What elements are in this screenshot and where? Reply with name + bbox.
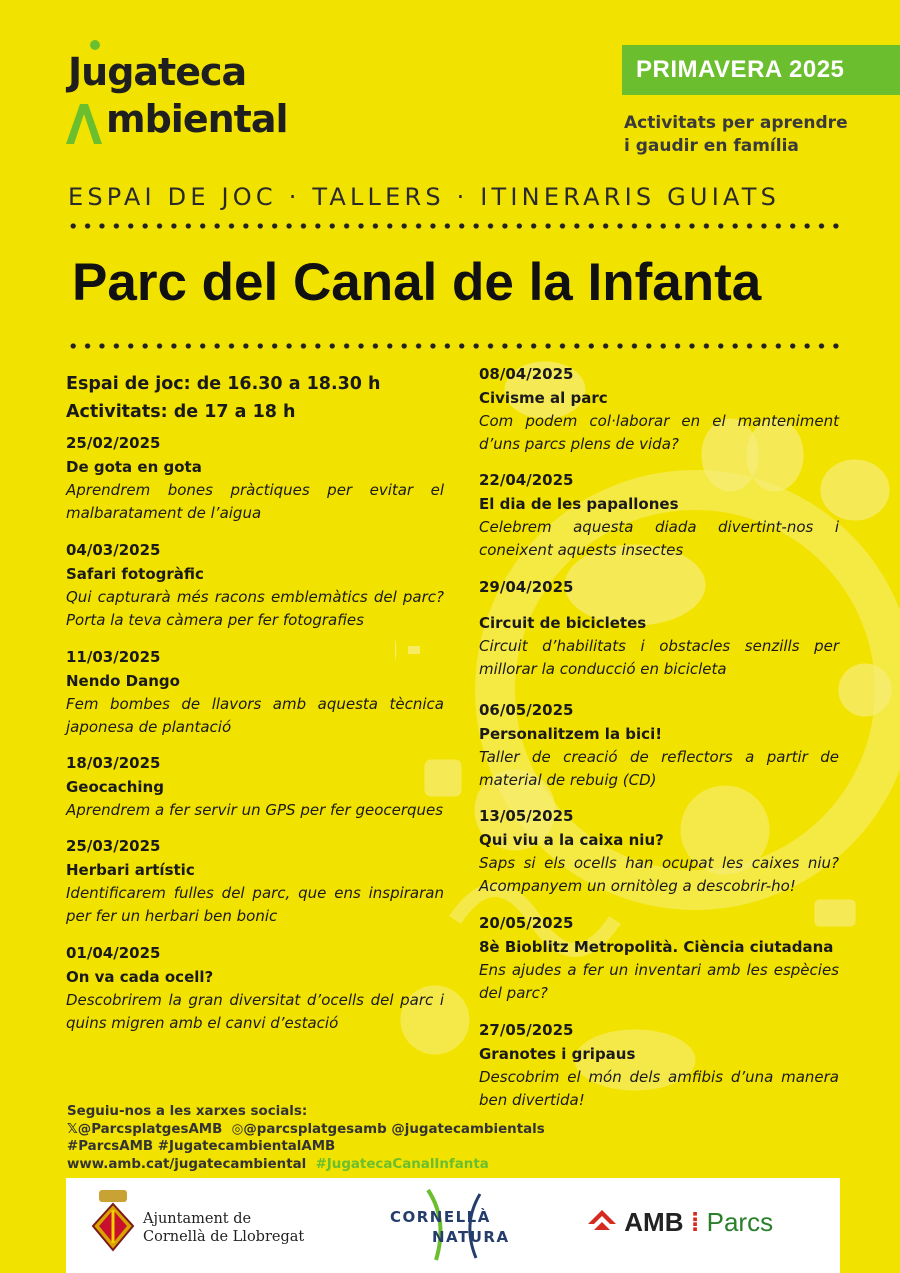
event-date: 27/05/2025 xyxy=(479,1021,574,1039)
amb-arrow-icon xyxy=(586,1206,618,1236)
event-description: Taller de creació de reflectors a partir de material de rebuig (CD) xyxy=(479,748,839,789)
event-description: Aprendrem bones pràctiques per evitar el malbaratament de l’aigua xyxy=(66,481,444,522)
event-name: Qui viu a la caixa niu? xyxy=(479,831,664,849)
event-date: 20/05/2025 xyxy=(479,914,574,932)
event-name: El dia de les papallones xyxy=(479,495,679,513)
event-item xyxy=(66,941,444,1035)
page-title: Parc del Canal de la Infanta xyxy=(72,253,762,312)
event-description: Qui capturarà més racons emblemàtics del parc? Porta la teva càmera per fer fotografies xyxy=(66,588,444,629)
hours-line-activities: Activitats: de 17 a 18 h xyxy=(66,402,296,422)
event-description: Identificarem fulles del parc, que ens inspiraran per fer un herbari ben bonic xyxy=(66,884,444,925)
event-item xyxy=(479,362,839,456)
partners-footer xyxy=(66,1178,840,1273)
dotted-divider xyxy=(66,342,842,350)
event-item xyxy=(66,751,444,822)
event-name: Geocaching xyxy=(66,778,164,796)
logo-line2: mbiental xyxy=(106,97,288,141)
hours-line-play: Espai de joc: de 16.30 a 18.30 h xyxy=(66,374,381,394)
instagram-icon: ◎ xyxy=(231,1121,244,1137)
tagline-line: i gaudir en família xyxy=(624,136,799,156)
instagram-handles-link[interactable]: @parcsplatgesamb @jugatecambientals xyxy=(243,1121,545,1137)
amb-separator: ⁞ xyxy=(690,1207,700,1237)
event-item xyxy=(66,645,444,739)
event-description: Aprendrem a fer servir un GPS per fer geocerques xyxy=(66,801,444,819)
tagline-line: Activitats per aprendre xyxy=(624,113,848,133)
event-name: Safari fotogràfic xyxy=(66,565,204,583)
event-name: On va cada ocell? xyxy=(66,968,214,986)
event-item xyxy=(479,468,839,562)
opening-hours xyxy=(66,370,381,426)
event-item xyxy=(66,834,444,928)
cornella-natura-logo xyxy=(388,1184,518,1264)
ajuntament-line: Ajuntament de xyxy=(143,1211,252,1227)
event-item xyxy=(66,538,444,632)
jugateca-ambiental-logo xyxy=(68,40,328,150)
event-name: Personalitzem la bici! xyxy=(479,725,663,743)
event-item xyxy=(479,575,839,681)
event-description: Saps si els ocells han ocupat les caixes niu? Acompanyem un ornitòleg a descobrir-ho! xyxy=(479,854,839,895)
event-name: Granotes i gripaus xyxy=(479,1045,636,1063)
ajuntament-logo xyxy=(91,1188,305,1262)
season-badge: PRIMAVERA 2025 xyxy=(622,45,900,95)
event-date: 04/03/2025 xyxy=(66,541,161,559)
website-line xyxy=(67,1156,545,1174)
event-name: Herbari artístic xyxy=(66,861,195,879)
coat-of-arms-icon xyxy=(91,1188,135,1258)
event-description: Fem bombes de llavors amb aquesta tècnica japonesa de plantació xyxy=(66,695,444,736)
event-description: Celebrem aquesta diada divertint-nos i coneixent aquests insectes xyxy=(479,518,839,559)
logo-dot xyxy=(90,40,100,50)
tagline xyxy=(624,112,884,158)
event-description: Com podem col·laborar en el manteniment d’uns parcs plens de vida? xyxy=(479,412,839,453)
event-item xyxy=(479,698,839,792)
logo-a-mark xyxy=(62,100,106,144)
event-date: 11/03/2025 xyxy=(66,648,161,666)
event-date: 29/04/2025 xyxy=(479,578,574,596)
x-icon: 𝕏 xyxy=(67,1121,78,1137)
hashtags: #ParcsAMB #JugatecambientalAMB xyxy=(67,1139,336,1154)
event-name: De gota en gota xyxy=(66,458,202,476)
event-description: Circuit d’habilitats i obstacles senzills per millorar la conducció en bicicleta xyxy=(479,637,839,678)
dotted-divider xyxy=(66,222,842,230)
subheading: ESPAI DE JOC · TALLERS · ITINERARIS GUIATS xyxy=(68,183,781,211)
event-date: 25/03/2025 xyxy=(66,837,161,855)
cornella-word: CORNELLÀ xyxy=(390,1208,491,1226)
event-name: 8è Bioblitz Metropolità. Ciència ciutadana xyxy=(479,938,834,956)
website-link[interactable]: www.amb.cat/jugatecambiental xyxy=(67,1156,307,1172)
event-date: 01/04/2025 xyxy=(66,944,161,962)
event-item xyxy=(479,911,839,1005)
social-links xyxy=(67,1103,545,1173)
ajuntament-line: Cornellà de Llobregat xyxy=(143,1229,305,1245)
event-date: 25/02/2025 xyxy=(66,434,161,452)
event-name: Nendo Dango xyxy=(66,672,180,690)
event-date: 06/05/2025 xyxy=(479,701,574,719)
event-name: Civisme al parc xyxy=(479,389,608,407)
parcs-wordmark: Parcs xyxy=(706,1207,774,1237)
event-date: 22/04/2025 xyxy=(479,471,574,489)
natura-word: NATURA xyxy=(432,1228,510,1246)
amb-parcs-logo xyxy=(586,1206,773,1238)
event-item xyxy=(479,804,839,898)
event-description: Descobrim el món dels amfibis d’una manera ben divertida! xyxy=(479,1068,839,1109)
event-date: 18/03/2025 xyxy=(66,754,161,772)
event-description: Descobrirem la gran diversitat d’ocells del parc i quins migren amb el canvi d’estació xyxy=(66,991,444,1032)
social-heading: Seguiu-nos a les xarxes socials: xyxy=(67,1104,308,1119)
event-item xyxy=(66,431,444,525)
x-handle-link[interactable]: @ParcsplatgesAMB xyxy=(77,1121,223,1137)
logo-line1: Jugateca xyxy=(68,50,247,94)
event-name: Circuit de bicicletes xyxy=(479,614,647,632)
amb-wordmark: AMB xyxy=(624,1207,684,1237)
event-date: 13/05/2025 xyxy=(479,807,574,825)
ajuntament-name xyxy=(143,1210,304,1246)
event-item xyxy=(479,1018,839,1112)
event-description: Ens ajudes a fer un inventari amb les espècies del parc? xyxy=(479,961,839,1002)
event-date: 08/04/2025 xyxy=(479,365,574,383)
green-hashtag: #JugatecaCanalInfanta xyxy=(315,1156,489,1172)
social-handles-line xyxy=(67,1121,545,1139)
